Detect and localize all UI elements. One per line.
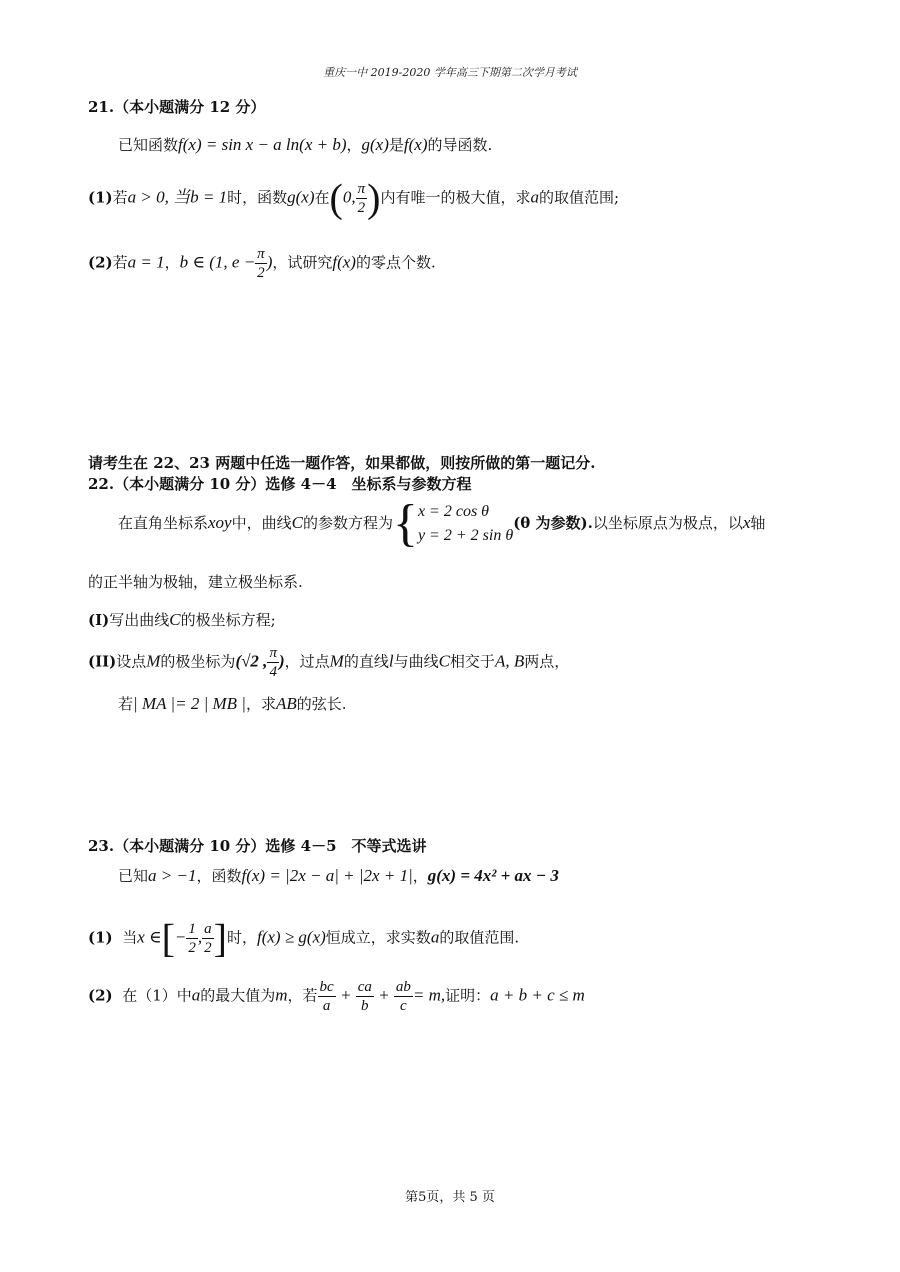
q22-p1-text: 写出曲线	[109, 611, 170, 629]
q23-f-expr: f(x) = |2x − a| + |2x + 1|	[241, 866, 413, 885]
q22-p2-coord-r: )	[278, 651, 285, 671]
q22-p1-C: C	[169, 610, 181, 629]
q23-p2-a: a	[191, 985, 201, 1005]
q23-p1-mid: 时，	[226, 928, 257, 947]
q22-p2-end: 两点，	[524, 652, 570, 671]
q21-p1-a: a	[530, 187, 539, 207]
q21-p2-sep: ，	[164, 253, 180, 272]
frac-den: 2	[188, 940, 196, 956]
q22-eq2: y = 2 + 2 sin θ	[417, 527, 514, 544]
q21-p2-frac	[255, 245, 267, 282]
q21-intro-mid: ，	[346, 136, 362, 154]
q21-p1-g: g(x)	[287, 187, 315, 207]
q22-p2-C: C	[438, 651, 450, 671]
frac-num: a	[204, 921, 212, 937]
q21-p2-a: a = 1	[127, 252, 165, 272]
q23-p2-concl: a + b + c ≤ m	[490, 985, 585, 1005]
q22-p2-mid5: 相交于	[449, 652, 495, 671]
q23-title: 23.（本小题满分 10 分）选修 4－5 不等式选讲	[88, 837, 427, 855]
q21-intro-end: 的导函数.	[427, 136, 493, 154]
q21-p2-mid: ，试研究	[272, 253, 333, 272]
q23-p2-label: (2)	[88, 986, 113, 1005]
q22-param: (θ 为参数).	[513, 514, 593, 532]
q22-p2-frac	[267, 644, 279, 681]
right-paren: )	[367, 175, 381, 221]
comma: ,	[197, 927, 203, 947]
q21-intro-pre: 已知函数	[118, 136, 179, 154]
q23-p1-pre: 当	[122, 928, 138, 947]
frac-den: 4	[269, 664, 277, 680]
q22-p2-M2: M	[329, 651, 344, 671]
page-footer: 第5页，共 5 页	[405, 1190, 495, 1205]
q22-title: 22.（本小题满分 10 分）选修 4－4 坐标系与参数方程	[88, 475, 472, 493]
q23-part2	[88, 978, 585, 1015]
q23-p2-eq: = m,	[412, 985, 446, 1005]
q23-p1-frac1	[186, 920, 198, 957]
minus-sign: −	[174, 927, 187, 947]
q21-p2-f: f(x)	[332, 252, 356, 272]
q22-p2-M: M	[146, 651, 161, 671]
q23-g-expr: g(x) = 4x² + ax − 3	[427, 866, 559, 885]
plus-sign: +	[373, 985, 394, 1005]
q23-frac-ca-b	[356, 978, 374, 1015]
q22-intro-axis: 轴	[750, 514, 766, 532]
q23-p1-a: a	[430, 927, 440, 947]
q22-param-eqs	[418, 500, 513, 548]
q21-p1-cond: a > 0, 当b = 1	[127, 187, 228, 207]
choose-note: 请考生在 22、23 两题中任选一题作答，如果都做，则按所做的第一题记分.	[88, 454, 596, 472]
q21-p1-mid: 时，函数	[227, 188, 288, 207]
q21-p1-frac	[356, 180, 368, 217]
q22-intro-mid: 中，曲线	[231, 514, 292, 532]
q23-p2-prove: 证明：	[445, 986, 491, 1005]
q22-p1-label: (I)	[88, 611, 110, 629]
left-brace: {	[392, 495, 418, 552]
q23-p2-mid: 的最大值为	[200, 986, 276, 1005]
q23-p1-label: (1)	[88, 928, 113, 947]
q23-p1-end: 恒成立，求实数	[325, 928, 431, 947]
q21-p1-int-l: 0,	[342, 187, 356, 207]
q22-p2-mid4: 与曲线	[393, 652, 439, 671]
q23-intro-mid: ，函数	[196, 867, 242, 885]
q22-p2-mid2: ，过点	[284, 652, 330, 671]
q23-p1-x: x ∈	[137, 927, 162, 947]
q22-p2-coord-l: (√2 ,	[235, 651, 268, 671]
frac-num: π	[269, 645, 277, 661]
q21-g-expr: g(x)	[361, 135, 389, 154]
q21-f-expr: f(x) = sin x − a ln(x + b)	[178, 135, 347, 154]
q22-eq1: x = 2 cos θ	[417, 503, 490, 520]
q22-part2	[88, 644, 569, 681]
q21-p2-pre: 若	[112, 253, 128, 272]
q21-p1-label: (1)	[88, 188, 113, 207]
frac-num: π	[357, 181, 366, 197]
q22-p2-label: (II)	[88, 652, 117, 671]
q23-p2-mid2: ，若	[287, 986, 318, 1005]
q23-p1-end2: 的取值范围.	[439, 928, 520, 947]
q23-p2-pre: 在（1）中	[122, 986, 192, 1005]
q23-frac-bc-a	[318, 978, 336, 1015]
q22-xoy: xoy	[208, 513, 232, 532]
q22-x: x	[742, 513, 751, 532]
q21-part2	[88, 245, 436, 282]
q23-intro-pre: 已知	[118, 867, 149, 885]
plus-sign: +	[335, 985, 356, 1005]
q21-p2-label: (2)	[88, 253, 113, 272]
frac-num: ab	[395, 979, 411, 995]
q23-p1-ineq: f(x) ≥ g(x)	[257, 927, 326, 947]
frac-den: b	[361, 998, 369, 1014]
q22-C: C	[291, 513, 303, 532]
q23-frac-ab-c	[394, 978, 413, 1015]
frac-den: c	[400, 998, 407, 1014]
frac-den: 2	[357, 200, 366, 216]
q22-p3-AB: AB	[275, 694, 297, 713]
q21-intro-post: 是	[388, 136, 404, 154]
frac-den: 2	[204, 940, 212, 956]
q21-p1-end2: 的取值范围;	[538, 188, 620, 207]
q22-part1	[88, 610, 276, 630]
q21-part1	[88, 175, 620, 221]
q22-p3-mid: ，求	[245, 695, 276, 713]
q21-p2-end: 的零点个数.	[355, 253, 436, 272]
q22-part2-cont	[118, 694, 347, 714]
left-paren: (	[329, 175, 343, 221]
frac-num: 1	[188, 921, 196, 937]
q23-p1-frac2	[202, 920, 214, 957]
q23-a-cond: a > −1	[148, 866, 197, 885]
q23-part1	[88, 915, 520, 961]
q21-p1-end: 内有唯一的极大值，求	[380, 188, 531, 207]
left-bracket: [	[161, 915, 175, 961]
q22-p2-AB: A, B	[494, 651, 525, 671]
q22-intro-post: 以坐标原点为极点，以	[592, 514, 743, 532]
frac-num: bc	[319, 979, 334, 995]
q21-title: 21.（本小题满分 12 分）	[88, 98, 266, 116]
q23-intro	[118, 866, 559, 886]
q22-p3-expr: | MA |= 2 | MB |	[133, 694, 246, 713]
frac-num: ca	[357, 979, 372, 995]
q22-intro-pre: 在直角坐标系	[118, 514, 209, 532]
q21-p1-in: 在	[314, 188, 330, 207]
q21-fx: f(x)	[403, 135, 428, 154]
q23-sep: ，	[412, 867, 428, 885]
q22-line2: 的正半轴为极轴，建立极坐标系.	[88, 573, 303, 591]
q22-intro	[118, 495, 766, 552]
q22-p2-l: l	[388, 651, 394, 671]
q22-p2-mid3: 的直线	[343, 652, 389, 671]
q22-p2-mid: 的极坐标为	[160, 652, 236, 671]
q22-p3-end: 的弦长.	[296, 695, 347, 713]
q23-p2-m: m	[275, 985, 288, 1005]
q22-p3-pre: 若	[118, 695, 134, 713]
q21-p1-pre: 若	[112, 188, 128, 207]
page-header: 重庆一中 2019-2020 学年高三下期第二次学月考试	[323, 66, 577, 79]
frac-den: 2	[257, 265, 265, 281]
q22-intro-mid2: 的参数方程为	[302, 514, 393, 532]
frac-num: π	[257, 246, 265, 262]
q21-p2-b: b ∈ (1, e −	[179, 252, 256, 272]
q22-p1-end: 的极坐标方程;	[180, 611, 276, 629]
right-bracket: ]	[213, 915, 227, 961]
q22-p2-pre: 设点	[116, 652, 147, 671]
q21-p2-close: )	[266, 252, 273, 272]
q21-intro	[118, 135, 492, 155]
frac-den: a	[322, 998, 331, 1014]
